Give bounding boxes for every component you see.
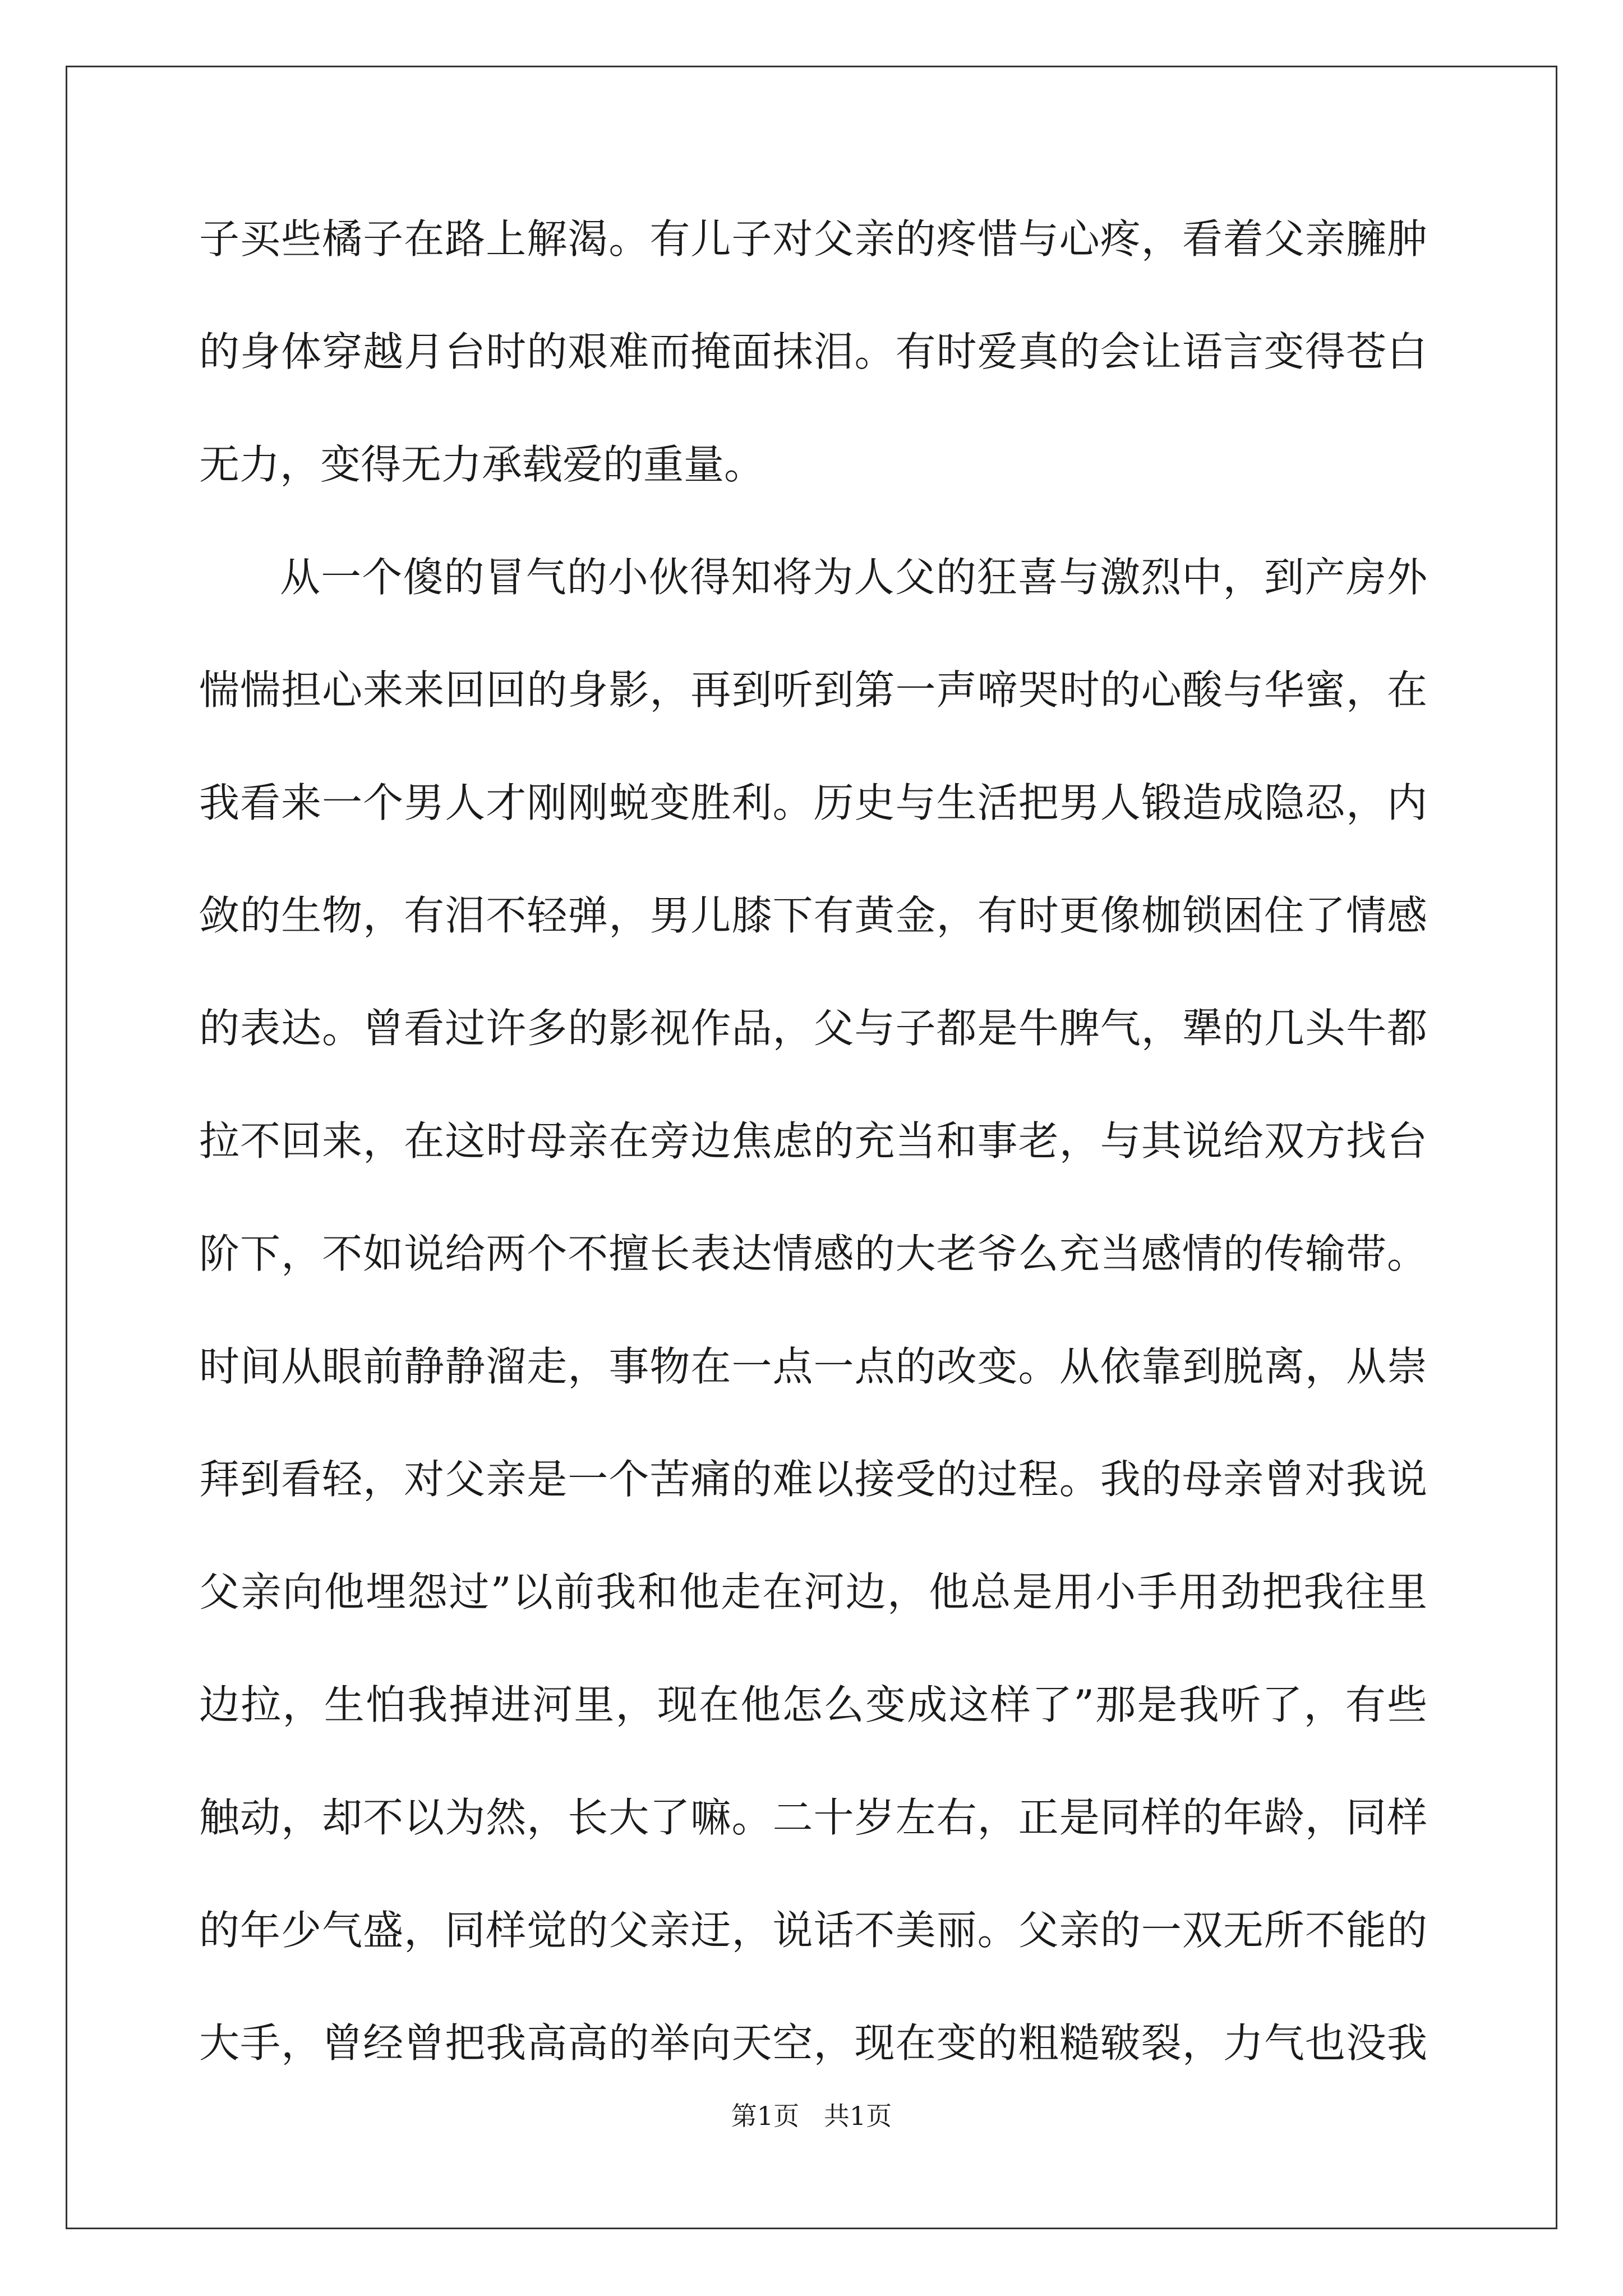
text-line: 时间从眼前静静溜走，事物在一点一点的改变。从依靠到脱离，从崇: [199, 1343, 1427, 1390]
text-line: 的身体穿越月台时的艰难而掩面抹泪。有时爱真的会让语言变得苍白: [199, 328, 1427, 375]
text-line: 触动，却不以为然，长大了嘛。二十岁左右，正是同样的年龄，同样: [199, 1794, 1427, 1841]
text-line: 无力，变得无力承载爱的重量。: [199, 441, 765, 488]
text-line: 拜到看轻，对父亲是一个苦痛的难以接受的过程。我的母亲曾对我说: [199, 1456, 1427, 1503]
text-line: 我看来一个男人才刚刚蜕变胜利。历史与生活把男人锻造成隐忍，内: [199, 779, 1427, 826]
text-line: 惴惴担心来来回回的身影，再到听到第一声啼哭时的心酸与华蜜，在: [199, 666, 1427, 714]
text-line: 边拉，生怕我掉进河里，现在他怎么变成这样了”那是我听了，有些: [199, 1681, 1427, 1728]
text-line: 的表达。曾看过许多的影视作品，父与子都是牛脾气，犟的几头牛都: [199, 1005, 1427, 1052]
body-text: [199, 212, 1427, 2129]
page-number-footer: 第1页 共1页: [731, 2101, 892, 2131]
text-line: 大手，曾经曾把我高高的举向天空，现在变的粗糙皲裂，力气也没我: [199, 2019, 1427, 2067]
text-line: 父亲向他埋怨过”以前我和他走在河边，他总是用小手用劲把我往里: [199, 1568, 1427, 1616]
text-line: 子买些橘子在路上解渴。有儿子对父亲的疼惜与心疼，看着父亲臃肿: [199, 215, 1427, 263]
text-line: 的年少气盛，同样觉的父亲迂，说话不美丽。父亲的一双无所不能的: [199, 1907, 1427, 1954]
text-line: 拉不回来，在这时母亲在旁边焦虑的充当和事老，与其说给双方找台: [199, 1117, 1427, 1165]
text-line: 敛的生物，有泪不轻弹，男儿膝下有黄金，有时更像枷锁困住了情感: [199, 892, 1427, 939]
text-line: 从一个傻的冒气的小伙得知将为人父的狂喜与激烈中，到产房外: [280, 554, 1427, 601]
text-line: 阶下，不如说给两个不擅长表达情感的大老爷么充当感情的传输带。: [199, 1230, 1427, 1277]
